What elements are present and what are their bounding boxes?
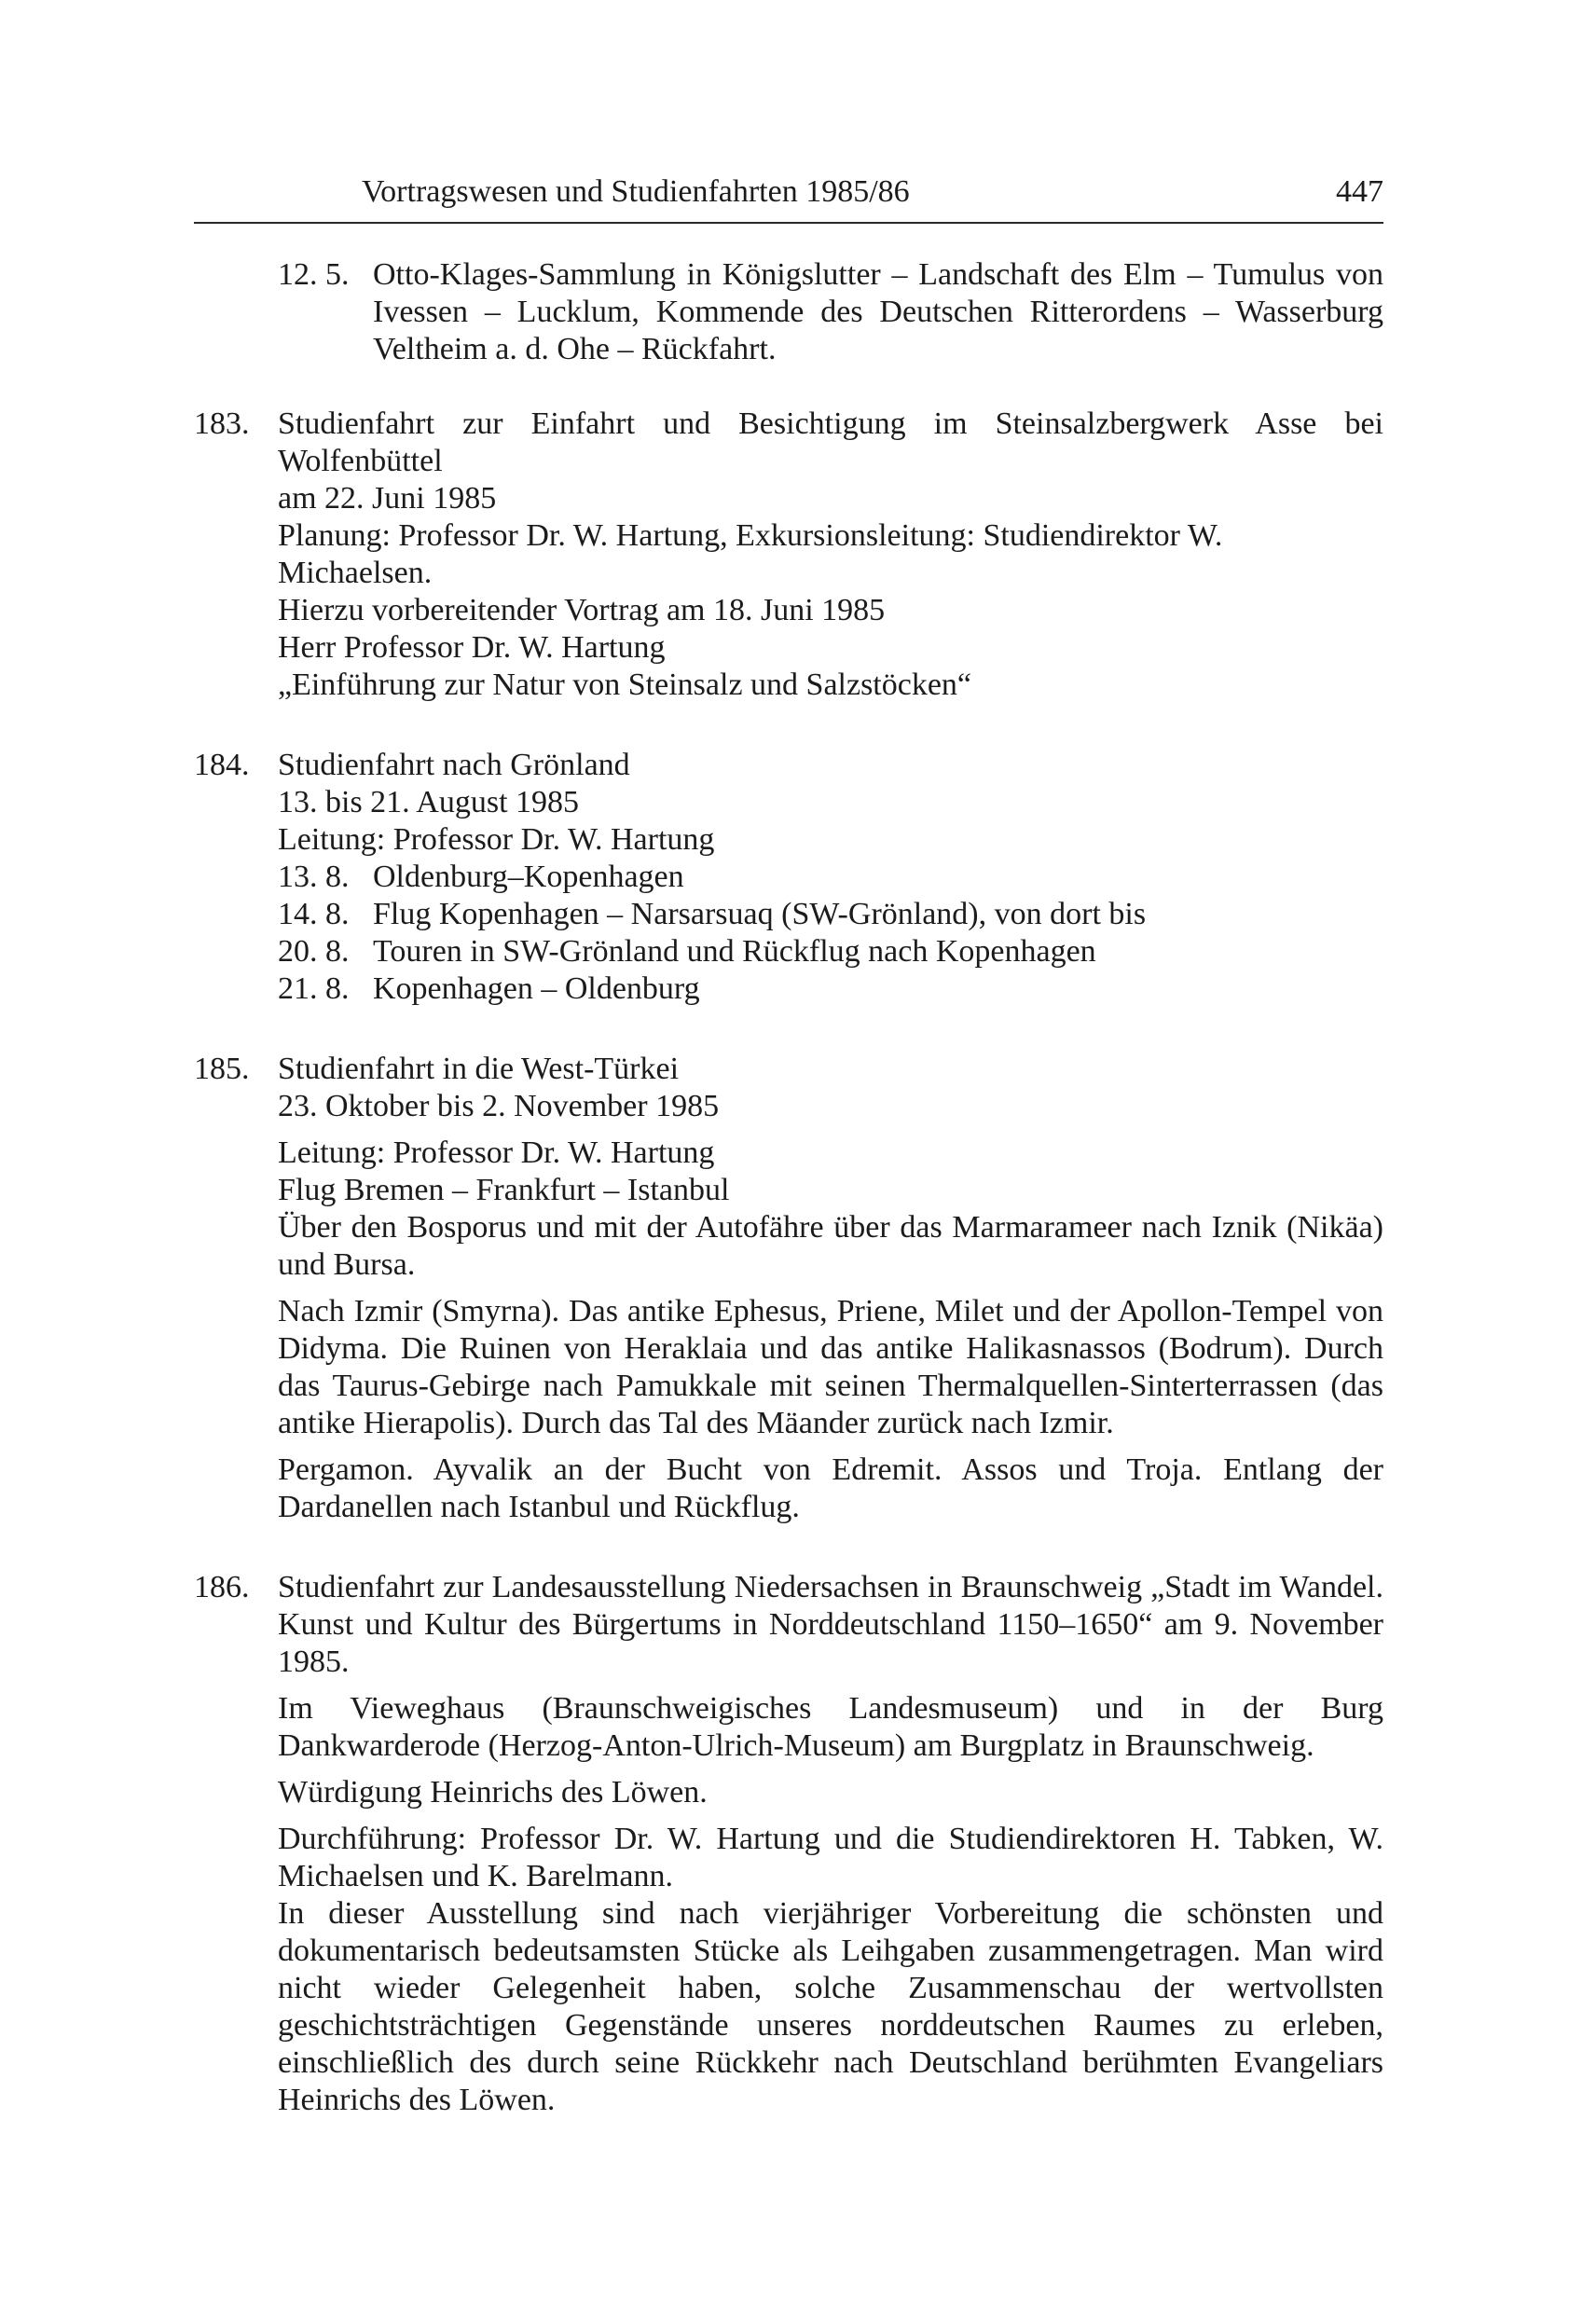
entry-leader: Leitung: Professor Dr. W. Hartung <box>278 1135 715 1170</box>
entry-185 <box>194 1051 1383 1526</box>
schedule-text: Oldenburg–Kopenhagen <box>373 860 684 894</box>
page-body <box>194 256 1383 2119</box>
schedule-item <box>278 970 1383 1008</box>
page-number: 447 <box>1336 174 1383 209</box>
entry-leader: Leitung: Professor Dr. W. Hartung <box>278 822 715 857</box>
entry-paragraph: Pergamon. Ayvalik an der Bucht von Edremit. Assos und Troja. Entlang der Dardanellen nach Istanbul und Rückflug. <box>278 1452 1383 1524</box>
schedule-date: 13. 8. <box>278 860 350 894</box>
schedule-date: 14. 8. <box>278 897 350 931</box>
entry-183 <box>194 406 1383 704</box>
entry-date: 13. bis 21. August 1985 <box>278 785 580 819</box>
entry-route: Flug Bremen – Frankfurt – Istanbul <box>278 1173 730 1207</box>
entry-paragraph: Nach Izmir (Smyrna). Das antike Ephesus, Priene, Milet und der Apollon-Tempel von Didyma. Die Ruinen von Heraklaia und das antike Halikasnassos (Bodrum). Durch das Taurus-Gebirge nach Pamukkale mit seinen Thermalquellen-Sinterterrassen (das antike Hierapolis). Durch das Tal des Mäander zurück nach Izmir. <box>278 1294 1383 1440</box>
schedule-date: 21. 8. <box>278 971 350 1006</box>
entry-title: Studienfahrt nach Grönland <box>278 748 630 782</box>
schedule-date: 12. 5. <box>278 257 350 292</box>
entry-title: Studienfahrt zur Landesausstellung Niedersachsen in Braunschweig „Stadt im Wandel. Kunst und Kultur des Bürgertums in Norddeutschland 1150–1650“ am 9. November 1985. <box>278 1570 1383 1679</box>
entry-lecture-date: Hierzu vorbereitender Vortrag am 18. Juni 1985 <box>278 593 886 627</box>
entry-paragraph: Im Vieweghaus (Braunschweigisches Landesmuseum) und in der Burg Dankwarderode (Herzog-Anton-Ulrich-Museum) am Burgplatz in Braunschweig. <box>278 1691 1383 1763</box>
entry-title: Studienfahrt in die West-Türkei <box>278 1052 680 1086</box>
entry-186 <box>194 1569 1383 2119</box>
entry-lecture-title: „Einführung zur Natur von Steinsalz und Salzstöcken“ <box>278 667 972 702</box>
entry-number: 186. <box>194 1570 250 1604</box>
schedule-item <box>278 896 1383 933</box>
entry-continued <box>194 256 1383 368</box>
running-title: Vortragswesen und Studienfahrten 1985/86 <box>362 174 910 209</box>
entry-lecturer: Herr Professor Dr. W. Hartung <box>278 630 666 665</box>
schedule-text: Touren in SW-Grönland und Rückflug nach Kopenhagen <box>373 934 1096 969</box>
schedule-item <box>278 933 1383 970</box>
entry-number: 185. <box>194 1052 250 1086</box>
entry-184 <box>194 747 1383 1008</box>
entry-date: 23. Oktober bis 2. November 1985 <box>278 1089 720 1123</box>
entry-date: am 22. Juni 1985 <box>278 481 497 516</box>
schedule-text: Kopenhagen – Oldenburg <box>373 971 700 1006</box>
entry-paragraph: In dieser Ausstellung sind nach vierjähriger Vorbereitung die schönsten und dokumentarisch bedeutsamsten Stücke als Leihgaben zusammengetragen. Man wird nicht wieder Gelegenheit haben, solche Zusammenschau der wertvollsten geschichtsträchtigen Gegenstände unseres norddeutschen Raumes zu erleben, einschließlich des durch seine Rückkehr nach Deutschland berühmten Evangeliars Heinrichs des Löwen. <box>278 1896 1383 2117</box>
schedule-text: Otto-Klages-Sammlung in Königslutter – Landschaft des Elm – Tumulus von Ivessen – Lucklum, Kommende des Deutschen Ritterordens – Wasserburg Veltheim a. d. Ohe – Rückfahrt. <box>373 257 1383 366</box>
entry-number: 183. <box>194 406 250 441</box>
entry-paragraph: Durchführung: Professor Dr. W. Hartung und die Studiendirektoren H. Tabken, W. Michaelsen und K. Barelmann. <box>278 1822 1383 1893</box>
entry-title: Studienfahrt zur Einfahrt und Besichtigung im Steinsalzbergwerk Asse bei Wolfenbüttel <box>278 406 1383 478</box>
schedule-date: 20. 8. <box>278 934 350 969</box>
entry-paragraph: Über den Bosporus und mit der Autofähre über das Marmarameer nach Iznik (Nikäa) und Bursa. <box>278 1210 1383 1282</box>
entry-number: 184. <box>194 748 250 782</box>
schedule-item <box>278 256 1383 368</box>
schedule-text: Flug Kopenhagen – Narsarsuaq (SW-Grönland), von dort bis <box>373 897 1147 931</box>
schedule-item <box>278 859 1383 896</box>
running-header <box>194 173 1383 224</box>
entry-planning: Planung: Professor Dr. W. Hartung, Exkursionsleitung: Studiendirektor W. Michaelsen. <box>278 518 1223 590</box>
entry-paragraph: Würdigung Heinrichs des Löwen. <box>278 1775 708 1810</box>
